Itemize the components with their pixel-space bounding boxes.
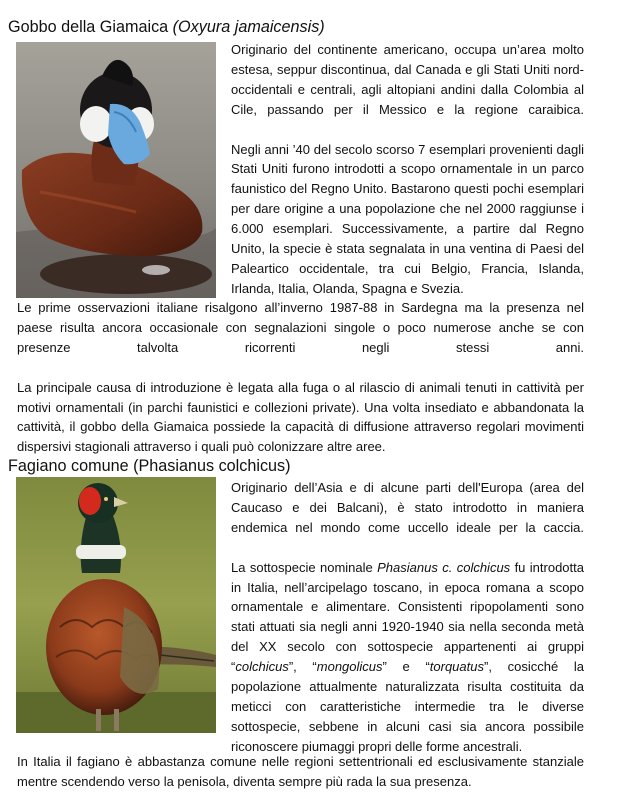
italic-term: colchicus xyxy=(235,659,289,675)
scientific-name: (Oxyura jamaicensis) xyxy=(172,18,325,36)
section-title-ruddy-duck xyxy=(8,17,325,37)
pheasant-photo xyxy=(16,477,216,733)
paragraph: Negli anni ’40 del secolo scorso 7 esemplari provenienti dagli Stati Uniti furono introdotti a scopo ornamentale in un parco faunistico del Regno Unito. Bastarono questi pochi esemplari per dare origine a una popolazione che nel 2000 raggiunse i 6.000 esemplari. Successivamente, a partire dal Regno Unito, la specie è stata segnalata in una ventina di Paesi del Paleartico occidentale, tra cui Belgio, Francia, Islanda, Irlanda, Italia, Olanda, Spagna e Svezia. xyxy=(231,141,584,296)
paragraph: Originario dell’Asia e di alcune parti dell'Europa (area del Caucaso e dei Balcani), è stato introdotto in maniera endemica nel mondo come uccello ideale per la caccia. xyxy=(231,480,584,535)
italic-term: Phasianus c. colchicus xyxy=(377,559,511,575)
italic-term: mongolicus xyxy=(316,659,383,675)
paragraph: La principale causa di introduzione è legata alla fuga o al rilascio di animali tenuti in cattività per motivi ornamentali (in parchi faunistici e collezioni private). Una volta insediato e abbandonata la cattività, il gobbo della Giamaica possiede la capacità di diffusione attraverso regolari movimenti dispersivi stagionali attraverso i quali può colonizzare altre aree. xyxy=(17,379,584,455)
pheasant-full-text xyxy=(17,752,584,792)
ruddy-duck-photo xyxy=(16,42,216,298)
paragraph: In Italia il fagiano è abbastanza comune nelle regioni settentrionali ed esclusivamente stanziale mentre scendendo verso la penisola, diventa sempre più rada la sua presenza. xyxy=(17,754,584,789)
pheasant-side-text xyxy=(231,478,584,757)
section-title-pheasant xyxy=(8,456,291,476)
ruddy-duck-full-text xyxy=(17,298,584,457)
paragraph: Originario del continente americano, occupa un’area molto estesa, seppur discontinua, dal Canada e gli Stati Uniti nord-occidentali e centrali, agli altopiani andini dalla Colombia al Cile, passando per il Messico e la regione caraibica. xyxy=(231,42,584,117)
paragraph: La sottospecie nominale Phasianus c. colchicus fu introdotta in Italia, nell’arcipelago toscano, in epoca romana a scopo ornamentale e alimentare. Consistenti ripopolamenti sono stati attuati sia negli anni 1920-1940 sia nella seconda metà del XX secolo con sottospecie appartenenti ai gruppi “colchicus”, “mongolicus” e “torquatus”, cosicché la popolazione attualmente naturalizzata risulta costituita da meticci con caratteristiche intermedie tra le diverse sottospecie, sebbene in alcuni casi sia ancora possibile riconoscere piumaggi propri delle forme ancestrali. xyxy=(231,559,584,754)
ruddy-duck-side-text xyxy=(231,40,584,299)
common-name: Fagiano comune xyxy=(8,457,129,475)
paragraph: Le prime osservazioni italiane risalgono all’inverno 1987-88 in Sardegna ma la presenza nel paese risulta ancora occasionale con segnalazioni singole o poco numerose anche se con presenze talvolta ricorrenti negli stessi anni. xyxy=(17,300,584,355)
italic-term: torquatus xyxy=(429,659,484,675)
scientific-name: (Phasianus colchicus) xyxy=(133,457,291,475)
common-name: Gobbo della Giamaica xyxy=(8,18,169,36)
